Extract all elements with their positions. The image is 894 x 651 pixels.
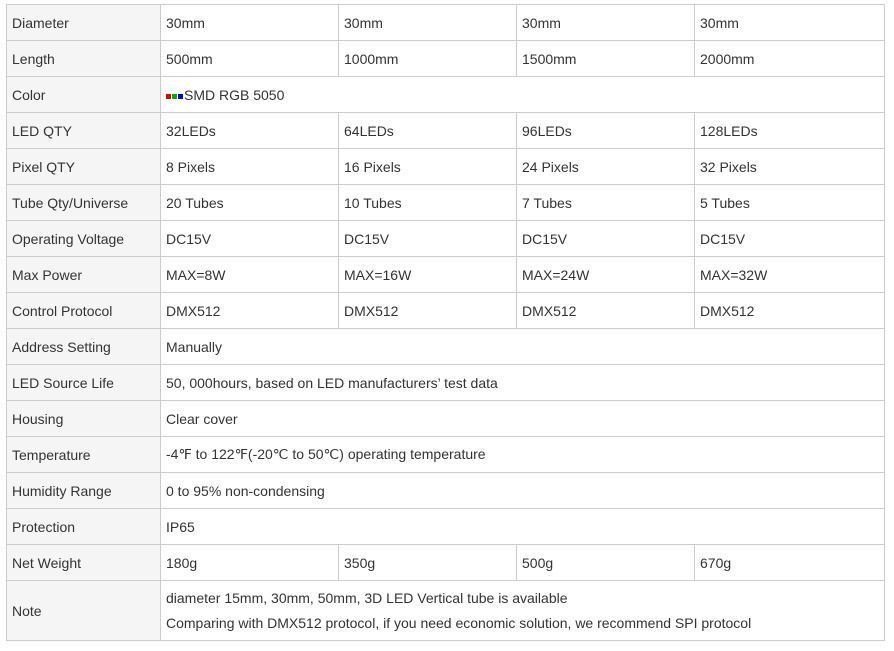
table-cell: 16 Pixels	[339, 149, 517, 185]
row-label: Humidity Range	[7, 473, 161, 509]
table-cell: 64LEDs	[339, 113, 517, 149]
table-cell: 128LEDs	[695, 113, 885, 149]
table-cell: 0 to 95% non-condensing	[161, 473, 885, 509]
table-cell: 30mm	[161, 5, 339, 41]
table-cell: IP65	[161, 509, 885, 545]
row-humidity-range	[7, 473, 885, 509]
table-cell: 30mm	[339, 5, 517, 41]
table-cell: -4℉ to 122℉(-20℃ to 50℃) operating temperature	[161, 437, 885, 473]
table-cell: MAX=24W	[517, 257, 695, 293]
row-pixel-qty	[7, 149, 885, 185]
red-swatch-icon	[166, 94, 171, 99]
row-label: Operating Voltage	[7, 221, 161, 257]
row-led-qty	[7, 113, 885, 149]
row-diameter	[7, 5, 885, 41]
table-cell: 30mm	[517, 5, 695, 41]
table-cell: Manually	[161, 329, 885, 365]
table-cell: 50, 000hours, based on LED manufacturers’ test data	[161, 365, 885, 401]
table-cell: DC15V	[339, 221, 517, 257]
table-cell: 2000mm	[695, 41, 885, 77]
table-cell: 670g	[695, 545, 885, 581]
table-cell: 180g	[161, 545, 339, 581]
note-cell	[161, 581, 885, 641]
table-cell: DC15V	[161, 221, 339, 257]
table-cell: MAX=16W	[339, 257, 517, 293]
row-label: Temperature	[7, 437, 161, 473]
blue-swatch-icon	[178, 94, 183, 99]
row-label: Net Weight	[7, 545, 161, 581]
green-swatch-icon	[172, 94, 177, 99]
table-cell: DMX512	[517, 293, 695, 329]
row-label: Tube Qty/Universe	[7, 185, 161, 221]
table-cell: DMX512	[161, 293, 339, 329]
spec-table	[6, 4, 885, 641]
row-operating-voltage	[7, 221, 885, 257]
table-cell: DMX512	[339, 293, 517, 329]
row-label: Length	[7, 41, 161, 77]
row-temperature	[7, 437, 885, 473]
table-cell: 1000mm	[339, 41, 517, 77]
row-label: Control Protocol	[7, 293, 161, 329]
table-cell: DC15V	[517, 221, 695, 257]
row-led-source-life	[7, 365, 885, 401]
row-label: Pixel QTY	[7, 149, 161, 185]
row-label: Diameter	[7, 5, 161, 41]
row-color	[7, 77, 885, 113]
table-cell: 30mm	[695, 5, 885, 41]
table-cell: 32 Pixels	[695, 149, 885, 185]
row-label: LED QTY	[7, 113, 161, 149]
table-cell: 20 Tubes	[161, 185, 339, 221]
note-line: diameter 15mm, 30mm, 50mm, 3D LED Vertical tube is available	[166, 589, 568, 606]
row-label: LED Source Life	[7, 365, 161, 401]
table-cell: 96LEDs	[517, 113, 695, 149]
table-cell: Clear cover	[161, 401, 885, 437]
row-max-power	[7, 257, 885, 293]
row-label: Housing	[7, 401, 161, 437]
table-cell: 350g	[339, 545, 517, 581]
row-tube-qty	[7, 185, 885, 221]
note-line: Comparing with DMX512 protocol, if you need economic solution, we recommend SPI protocol	[166, 614, 752, 631]
table-cell: DC15V	[695, 221, 885, 257]
table-cell: 7 Tubes	[517, 185, 695, 221]
row-length	[7, 41, 885, 77]
table-cell: 8 Pixels	[161, 149, 339, 185]
table-cell: 5 Tubes	[695, 185, 885, 221]
row-label: Color	[7, 77, 161, 113]
row-label: Protection	[7, 509, 161, 545]
row-label: Address Setting	[7, 329, 161, 365]
table-cell: 1500mm	[517, 41, 695, 77]
table-cell: 32LEDs	[161, 113, 339, 149]
row-address-setting	[7, 329, 885, 365]
table-cell: 500mm	[161, 41, 339, 77]
row-protection	[7, 509, 885, 545]
table-cell: 500g	[517, 545, 695, 581]
table-cell: MAX=8W	[161, 257, 339, 293]
table-cell: 10 Tubes	[339, 185, 517, 221]
table-cell: MAX=32W	[695, 257, 885, 293]
row-housing	[7, 401, 885, 437]
table-cell: DMX512	[695, 293, 885, 329]
table-cell: 24 Pixels	[517, 149, 695, 185]
row-label: Note	[7, 581, 161, 641]
row-note	[7, 581, 885, 641]
color-value: SMD RGB 5050	[184, 86, 285, 103]
row-label: Max Power	[7, 257, 161, 293]
row-net-weight	[7, 545, 885, 581]
row-control-protocol	[7, 293, 885, 329]
color-cell	[161, 77, 885, 113]
